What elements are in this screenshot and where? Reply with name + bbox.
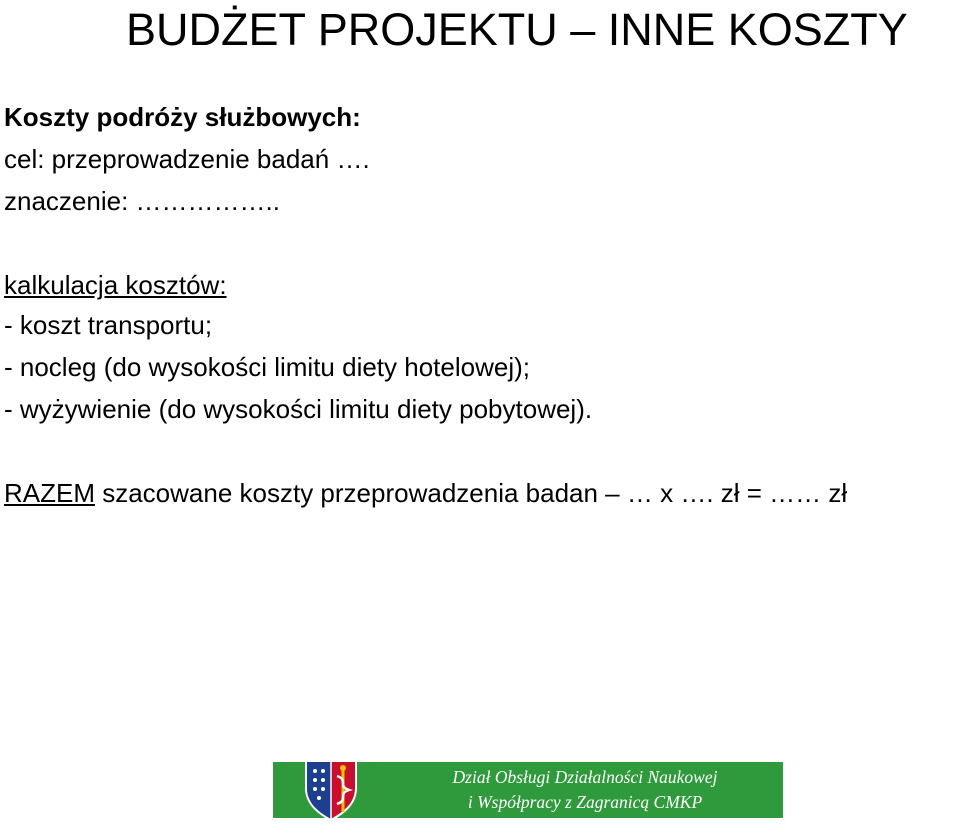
footer-line-2: i Współpracy z Zagranicą CMKP xyxy=(467,792,703,812)
cmkp-crest-icon xyxy=(303,758,359,822)
footer-banner xyxy=(273,762,783,818)
cost-item-accommodation: - nocleg (do wysokości limitu diety hotelowej); xyxy=(4,352,530,382)
slide-title: BUDŻET PROJEKTU – INNE KOSZTY xyxy=(126,4,908,55)
calculation-label: kalkulacja kosztów: xyxy=(4,270,227,300)
cost-item-meals: - wyżywienie (do wysokości limitu diety pobytowej). xyxy=(4,394,593,424)
total-line xyxy=(4,476,847,510)
cost-item-transport: - koszt transportu; xyxy=(4,310,213,340)
footer-line-1: Dział Obsługi Działalności Naukowej xyxy=(452,767,718,787)
section-heading: Koszty podróży służbowych: xyxy=(4,102,361,132)
total-formula: szacowane koszty przeprowadzenia badan – … x …. zł = …… zł xyxy=(95,478,848,508)
footer-text xyxy=(391,765,779,815)
significance-line: znaczenie: …………….. xyxy=(4,186,280,216)
total-label: RAZEM xyxy=(4,478,95,508)
goal-line: cel: przeprowadzenie badań …. xyxy=(4,144,370,174)
